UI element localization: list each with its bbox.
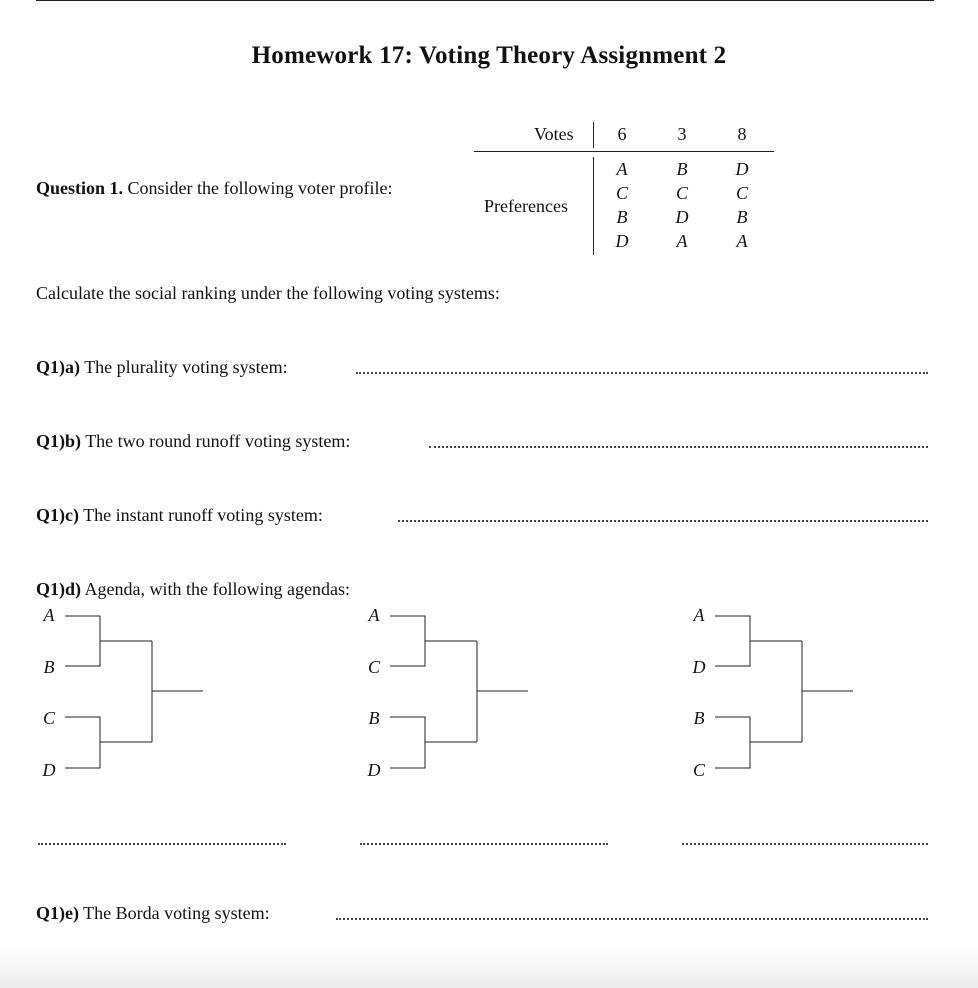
part-e-answer-line[interactable] <box>336 918 928 920</box>
agenda-1-seed-3: C <box>42 708 55 728</box>
agenda-3-seed-1: A <box>693 605 705 625</box>
votes-header: Votes <box>534 124 574 144</box>
agenda-1-bracket-lines <box>60 605 210 775</box>
part-b-answer-line[interactable] <box>429 446 928 448</box>
top-rule <box>36 0 934 1</box>
part-e-prompt <box>36 903 270 924</box>
part-d-label: Q1)d) <box>36 579 81 599</box>
agenda-2-match-2 <box>390 717 425 768</box>
instructions: Calculate the social ranking under the following voting systems: <box>36 283 500 303</box>
pref-col-3-rank-4: A <box>736 231 748 251</box>
pref-col-3-rank-3: B <box>736 207 748 227</box>
part-a-prompt <box>36 357 288 378</box>
part-a-text: The plurality voting system: <box>84 357 288 377</box>
agenda-3-seed-4: C <box>692 760 705 780</box>
pref-col-3-rank-1: D <box>735 159 749 179</box>
question-1-text: Consider the following voter profile: <box>127 178 393 198</box>
votes-count-col-3: 8 <box>737 124 747 144</box>
pref-col-1-rank-3: B <box>616 207 628 227</box>
part-b-label: Q1)b) <box>36 431 81 451</box>
part-b-text: The two round runoff voting system: <box>85 431 351 451</box>
table-rule <box>474 151 774 152</box>
part-b-prompt <box>36 431 350 452</box>
agenda-2-seed-2: C <box>367 657 380 677</box>
part-e-text: The Borda voting system: <box>83 903 270 923</box>
agenda-1-match-2 <box>65 717 100 768</box>
page-title: Homework 17: Voting Theory Assignment 2 <box>251 42 727 69</box>
pref-col-2-rank-2: C <box>675 183 688 203</box>
part-a-label: Q1)a) <box>36 357 80 377</box>
part-a-answer-line[interactable] <box>356 372 928 374</box>
part-d-text: Agenda, with the following agendas: <box>84 579 350 599</box>
agenda-3-bracket-lines <box>710 605 860 775</box>
pref-col-3-rank-2: C <box>735 183 748 203</box>
pref-col-1-rank-1: A <box>616 159 628 179</box>
agenda-2-seed-1: A <box>368 605 380 625</box>
agenda-1-answer-line[interactable] <box>38 843 286 845</box>
agenda-3-seed-2: D <box>692 657 706 677</box>
pref-col-1-rank-2: C <box>615 183 628 203</box>
agenda-2-seed-4: D <box>367 760 381 780</box>
part-e-label: Q1)e) <box>36 903 79 923</box>
pref-col-2-rank-1: B <box>676 159 688 179</box>
agenda-1-match-1 <box>65 616 100 666</box>
part-c-label: Q1)c) <box>36 505 79 525</box>
agenda-3-seed-3: B <box>693 708 705 728</box>
part-c-answer-line[interactable] <box>398 520 928 522</box>
pref-col-1-rank-4: D <box>615 231 629 251</box>
votes-count-col-2: 3 <box>677 124 687 144</box>
agenda-2-match-1 <box>390 616 425 666</box>
votes-count-col-1: 6 <box>617 124 627 144</box>
preferences-header: Preferences <box>484 196 568 216</box>
agenda-2-bracket-lines <box>385 605 535 775</box>
question-1-intro <box>36 178 392 199</box>
question-1-label: Question 1. <box>36 178 124 198</box>
table-body-divider <box>593 157 594 255</box>
part-c-text: The instant runoff voting system: <box>83 505 323 525</box>
part-c-prompt <box>36 505 323 526</box>
agenda-2-answer-line[interactable] <box>360 843 608 845</box>
agenda-3-answer-line[interactable] <box>682 843 928 845</box>
table-header-divider <box>593 122 594 148</box>
agenda-1-seed-1: A <box>43 605 55 625</box>
agenda-1-seed-4: D <box>42 760 56 780</box>
page-bottom-shadow <box>0 948 978 988</box>
pref-col-2-rank-3: D <box>675 207 689 227</box>
pref-col-2-rank-4: A <box>676 231 688 251</box>
agenda-3-match-1 <box>715 616 750 666</box>
part-d-prompt <box>36 579 350 600</box>
agenda-1-seed-2: B <box>43 657 55 677</box>
agenda-3-match-2 <box>715 717 750 768</box>
agenda-2-seed-3: B <box>368 708 380 728</box>
